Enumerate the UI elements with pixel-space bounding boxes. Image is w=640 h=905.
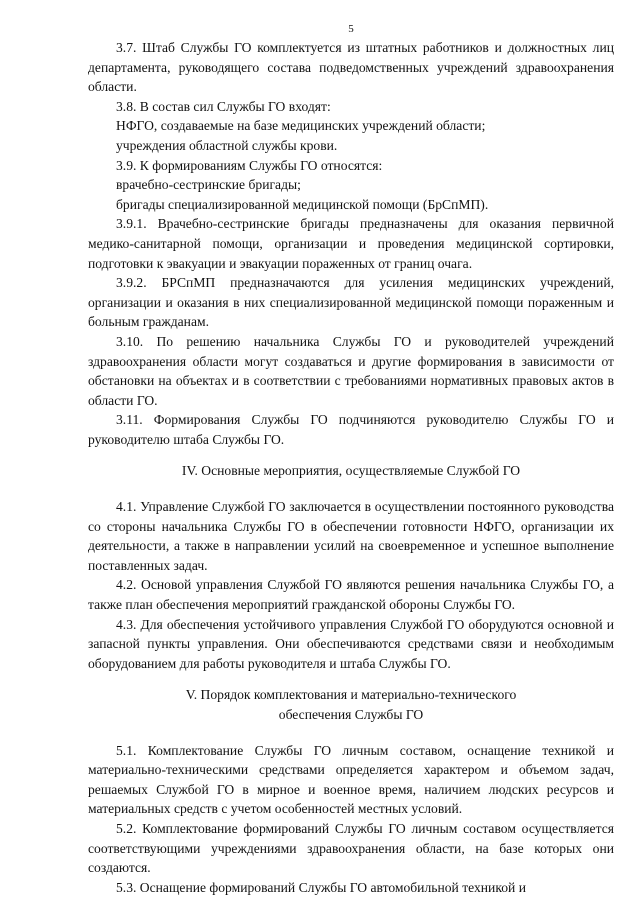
paragraph-3-9-1: 3.9.1. Врачебно-сестринские бригады предназначены для оказания первичной медико-санитарной помощи, организации и проведения медицинской сортировки, подготовки к эвакуации и эвакуации пораженных от границ очага.: [88, 216, 614, 271]
paragraph-3-8: 3.8. В состав сил Службы ГО входят:: [116, 98, 331, 114]
paragraph-3-11: 3.11. Формирования Службы ГО подчиняются руководителю Службы ГО и руководителю штаба Службы ГО.: [88, 412, 614, 447]
list-item-vsb: врачебно-сестринские бригады;: [116, 177, 301, 193]
paragraph-5-1: 5.1. Комплектование Службы ГО личным составом, оснащение техникой и материально-техническими средствами определяется характером и объемом задач, решаемых Службой ГО в мирное и военное время, наличием людских ресурсов и материальных средств с учетом особенностей местных условий.: [88, 742, 614, 817]
list-item-nfgo: НФГО, создаваемые на базе медицинских учреждений области;: [116, 118, 486, 134]
paragraph-4-1: 4.1. Управление Службой ГО заключается в осуществлении постоянного руководства со стороны начальника Службы ГО в обеспечении готовности НФГО, организации их деятельности, а также в направлении усилий на своевременное и успешное выполнение поставленных задач.: [88, 499, 614, 573]
paragraph-3-9-2: 3.9.2. БРСпМП предназначаются для усиления медицинских учреждений, организации и оказания в них специализированной медицинской помощи пораженным и больным гражданам.: [88, 275, 614, 330]
section-heading-5: V. Порядок комплектования и материально-технического обеспечения Службы ГО: [185, 687, 517, 722]
paragraph-5-3: 5.3. Оснащение формирований Службы ГО автомобильной техникой и: [116, 879, 526, 895]
section-heading-4: IV. Основные мероприятия, осуществляемые Службой ГО: [181, 463, 521, 479]
paragraph-3-7: 3.7. Штаб Службы ГО комплектуется из штатных работников и должностных лиц департамента, руководящего состава подведомственных учреждений здравоохранения области.: [88, 40, 614, 95]
list-item-brspmp: бригады специализированной медицинской помощи (БрСпМП).: [116, 196, 489, 212]
paragraph-3-9: 3.9. К формированиям Службы ГО относятся:: [116, 157, 383, 173]
paragraph-5-2: 5.2. Комплектование формирований Службы ГО личным составом осуществляется соответствующими учреждениями здравоохранения области, на базе которых они создаются.: [88, 820, 614, 876]
list-item-blood-service: учреждения областной службы крови.: [116, 137, 338, 153]
paragraph-3-10: 3.10. По решению начальника Службы ГО и руководителей учреждений здравоохранения области могут создаваться и другие формирования в зависимости от обстановки на объектах и в соответствии с требованиями нормативных правовых актов в области ГО.: [88, 333, 614, 408]
paragraph-4-3: 4.3. Для обеспечения устойчивого управления Службой ГО оборудуются основной и запасной пункты управления. Они обеспечиваются средствами связи и необходимым оборудованием для работы руководителя и штаба Службы ГО.: [88, 616, 614, 671]
document-page: [88, 22, 614, 897]
page-number: 5: [348, 23, 354, 35]
paragraph-4-2: 4.2. Основой управления Службой ГО являются решения начальника Службы ГО, а также план обеспечения мероприятий гражданской обороны Службы ГО.: [88, 577, 614, 613]
